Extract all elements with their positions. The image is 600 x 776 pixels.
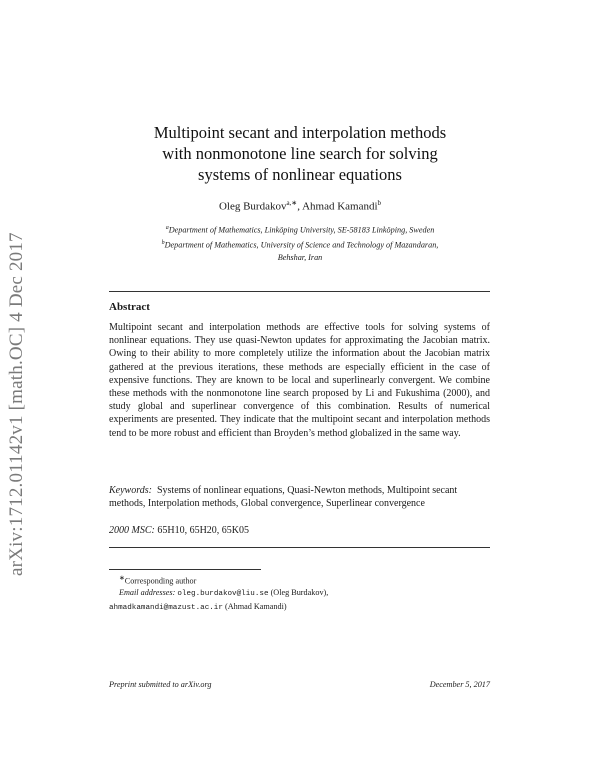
affiliations [110,222,490,265]
author-name: Oleg Burdakov [218,200,287,213]
affiliation-mark: b [161,240,165,247]
author-affiliation-mark: b [377,199,382,207]
footer-date: December 5, 2017 [429,680,490,689]
abstract-bottom-rule [109,547,490,548]
corresponding-mark: ∗ [119,575,125,582]
email-label: Email addresses: [119,588,176,598]
keywords [109,484,490,510]
footnote-rule [109,569,261,570]
msc-label: 2000 MSC: [109,525,155,536]
title-line: Multipoint secant and interpolation methods [153,123,447,142]
author-affiliation-mark: a,∗ [286,199,298,207]
abstract-top-rule [109,291,490,292]
arxiv-identifier-stamp: arXiv:1712.01142v1 [math.OC] 4 Dec 2017 [6,232,27,576]
corresponding-author-note [109,573,490,587]
author-name: Ahmad Kamandi [302,200,378,213]
email-owner: (Oleg Burdakov), [270,588,329,598]
keywords-text: Systems of nonlinear equations, Quasi-Newton methods, Multipoint secant methods, Interpolation methods, Global convergence, Superlinear convergence [109,485,458,510]
abstract-body: Multipoint secant and interpolation methods are effective tools for solving systems of nonlinear equations. They use quasi-Newton updates for approximating the Jacobian matrix. Owing to their ability to more completely utilize the information about the Jacobian matrix gathered at the previous iterations, these methods are especially efficient in the case of expensive functions. They are known to be local and superlinearly convergent. We combine these methods with the nonmonotone line search proposed by Li and Fukushima (2000), and study global and superlinear convergence of this combination. Results of numerical experiments are presented. They indicate that the multipoint secant and interpolation methods tend to be more robust and efficient than Broyden’s method globalized in the same way. [109,322,490,439]
email-note [109,587,490,601]
abstract-heading: Abstract [109,301,150,313]
email-link[interactable]: oleg.burdakov@liu.se [177,590,269,599]
corresponding-text: Corresponding author [124,576,197,586]
author-separator: , [297,200,303,213]
email-owner: (Ahmad Kamandi) [224,601,287,611]
keywords-label: Keywords: [109,485,152,496]
msc-classification [109,524,249,537]
affiliation [110,237,490,252]
affiliation-mark: a [165,225,169,231]
paper-title [0,122,600,185]
email-note [109,601,490,615]
affiliation-text: Department of Mathematics, University of Science and Technology of Mazandaran, [164,240,439,250]
title-line: systems of nonlinear equations [198,165,402,184]
email-link[interactable]: ahmadkamandi@mazust.ac.ir [109,603,223,612]
msc-codes: 65H10, 65H20, 65K05 [157,525,250,536]
affiliation-text: Behshar, Iran [277,253,323,263]
affiliation [110,222,490,237]
title-line: with nonmonotone line search for solving [162,144,438,163]
author-list [0,199,600,213]
affiliation-text: Department of Mathematics, Linköping University, SE-58183 Linköping, Sweden [168,225,435,235]
preprint-note: Preprint submitted to arXiv.org [109,680,212,689]
footnotes [109,573,490,614]
affiliation [110,252,490,265]
